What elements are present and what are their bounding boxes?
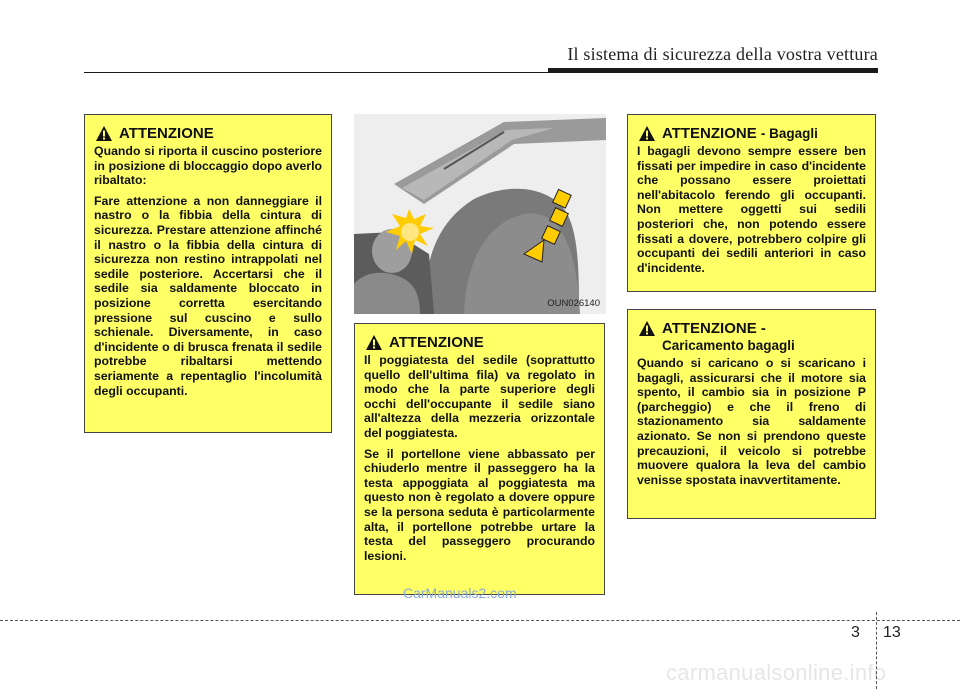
footer-divider <box>876 612 877 689</box>
warning-triangle-icon <box>366 335 382 350</box>
headrest-illustration <box>354 114 606 314</box>
watermark-footer: carmanualsonline.info <box>666 660 887 685</box>
warning-header <box>364 334 595 351</box>
warning-box-seat-cushion <box>84 114 332 433</box>
warning-title: ATTENZIONE <box>119 125 214 142</box>
warning-header <box>637 320 866 354</box>
warning-title <box>662 125 818 142</box>
warning-header <box>637 125 866 142</box>
warning-header <box>94 125 322 142</box>
warning-subtitle: - Bagagli <box>760 126 818 141</box>
warning-text: Fare attenzione a non danneggiare il nastro o la fibbia della cintura di sicurezza. Prestare attenzione affinché il nastro o la fibbia della cintura di sicurezza non restino intrappolati nel sedile posteriore. Accertarsi che il sedile sia saldamente bloccato in posizione corretta esercitando pressione sul cuscino e sullo schienale. Diversamente, in caso d'incidente o di brusca frenata il sedile potrebbe ribaltarsi mettendo seriamente a repentaglio l'incolumità degli occupanti. <box>94 193 322 398</box>
warning-text: I bagagli devono sempre essere ben fissati per impedire in caso d'incidente che possano essere proiettati nell'abitacolo ferendo gli occupanti. Non mettere oggetti sui sedili posteriori che, non potendo essere fissati a dovere, potrebbero colpire gli occupanti dei sedili anteriori in caso d'incidente. <box>637 144 866 275</box>
illustration-code: OUN026140 <box>547 298 600 309</box>
warning-box-headrest <box>354 323 605 595</box>
warning-title-main: ATTENZIONE <box>662 125 757 142</box>
warning-title: ATTENZIONE <box>389 334 484 351</box>
warning-title-main: ATTENZIONE - <box>662 320 766 337</box>
warning-text: Il poggiatesta del sedile (soprattutto quello dell'ultima fila) va regolato in modo che la parte superiore degli occhi dell'occupante il sedile siano all'altezza della mezzeria orizzontale del poggiatesta. <box>364 353 595 440</box>
warning-text: Se il portellone viene abbassato per chiuderlo mentre il passeggero ha la testa appoggiata al poggiatesta ma questo non è regolato a dovere oppure se la persona seduta è particolarmente alta, il portellone potrebbe urtare la testa del passeggero procurando lesioni. <box>364 446 595 563</box>
warning-box-loading <box>627 309 876 519</box>
warning-subtitle: Caricamento bagagli <box>662 338 795 353</box>
warning-box-luggage <box>627 114 876 292</box>
warning-title <box>662 320 795 354</box>
warning-triangle-icon <box>96 126 112 141</box>
warning-triangle-icon <box>639 321 655 336</box>
watermark-link[interactable]: CarManuals2.com <box>403 585 517 601</box>
warning-text: Quando si riporta il cuscino posteriore in posizione di bloccaggio dopo averlo ribaltato: <box>94 144 322 188</box>
chapter-number: 3 <box>851 624 860 641</box>
warning-text: Quando si caricano o si scaricano i bagagli, assicurarsi che il motore sia spento, il cambio sia in posizione P (parcheggio) e che il freno di stazionamento sia saldamente azionato. Se non si prendono queste precauzioni, il veicolo si potrebbe muovere qualora la leva del cambio venisse spostata inavvertitamente. <box>637 356 866 487</box>
page-number: 13 <box>883 624 901 641</box>
page-header-title: Il sistema di sicurezza della vostra vettura <box>567 44 878 64</box>
warning-triangle-icon <box>639 126 655 141</box>
footer-rule <box>0 620 960 621</box>
head-impact-illustration-icon <box>354 114 606 314</box>
header-rule-thin <box>84 72 878 73</box>
